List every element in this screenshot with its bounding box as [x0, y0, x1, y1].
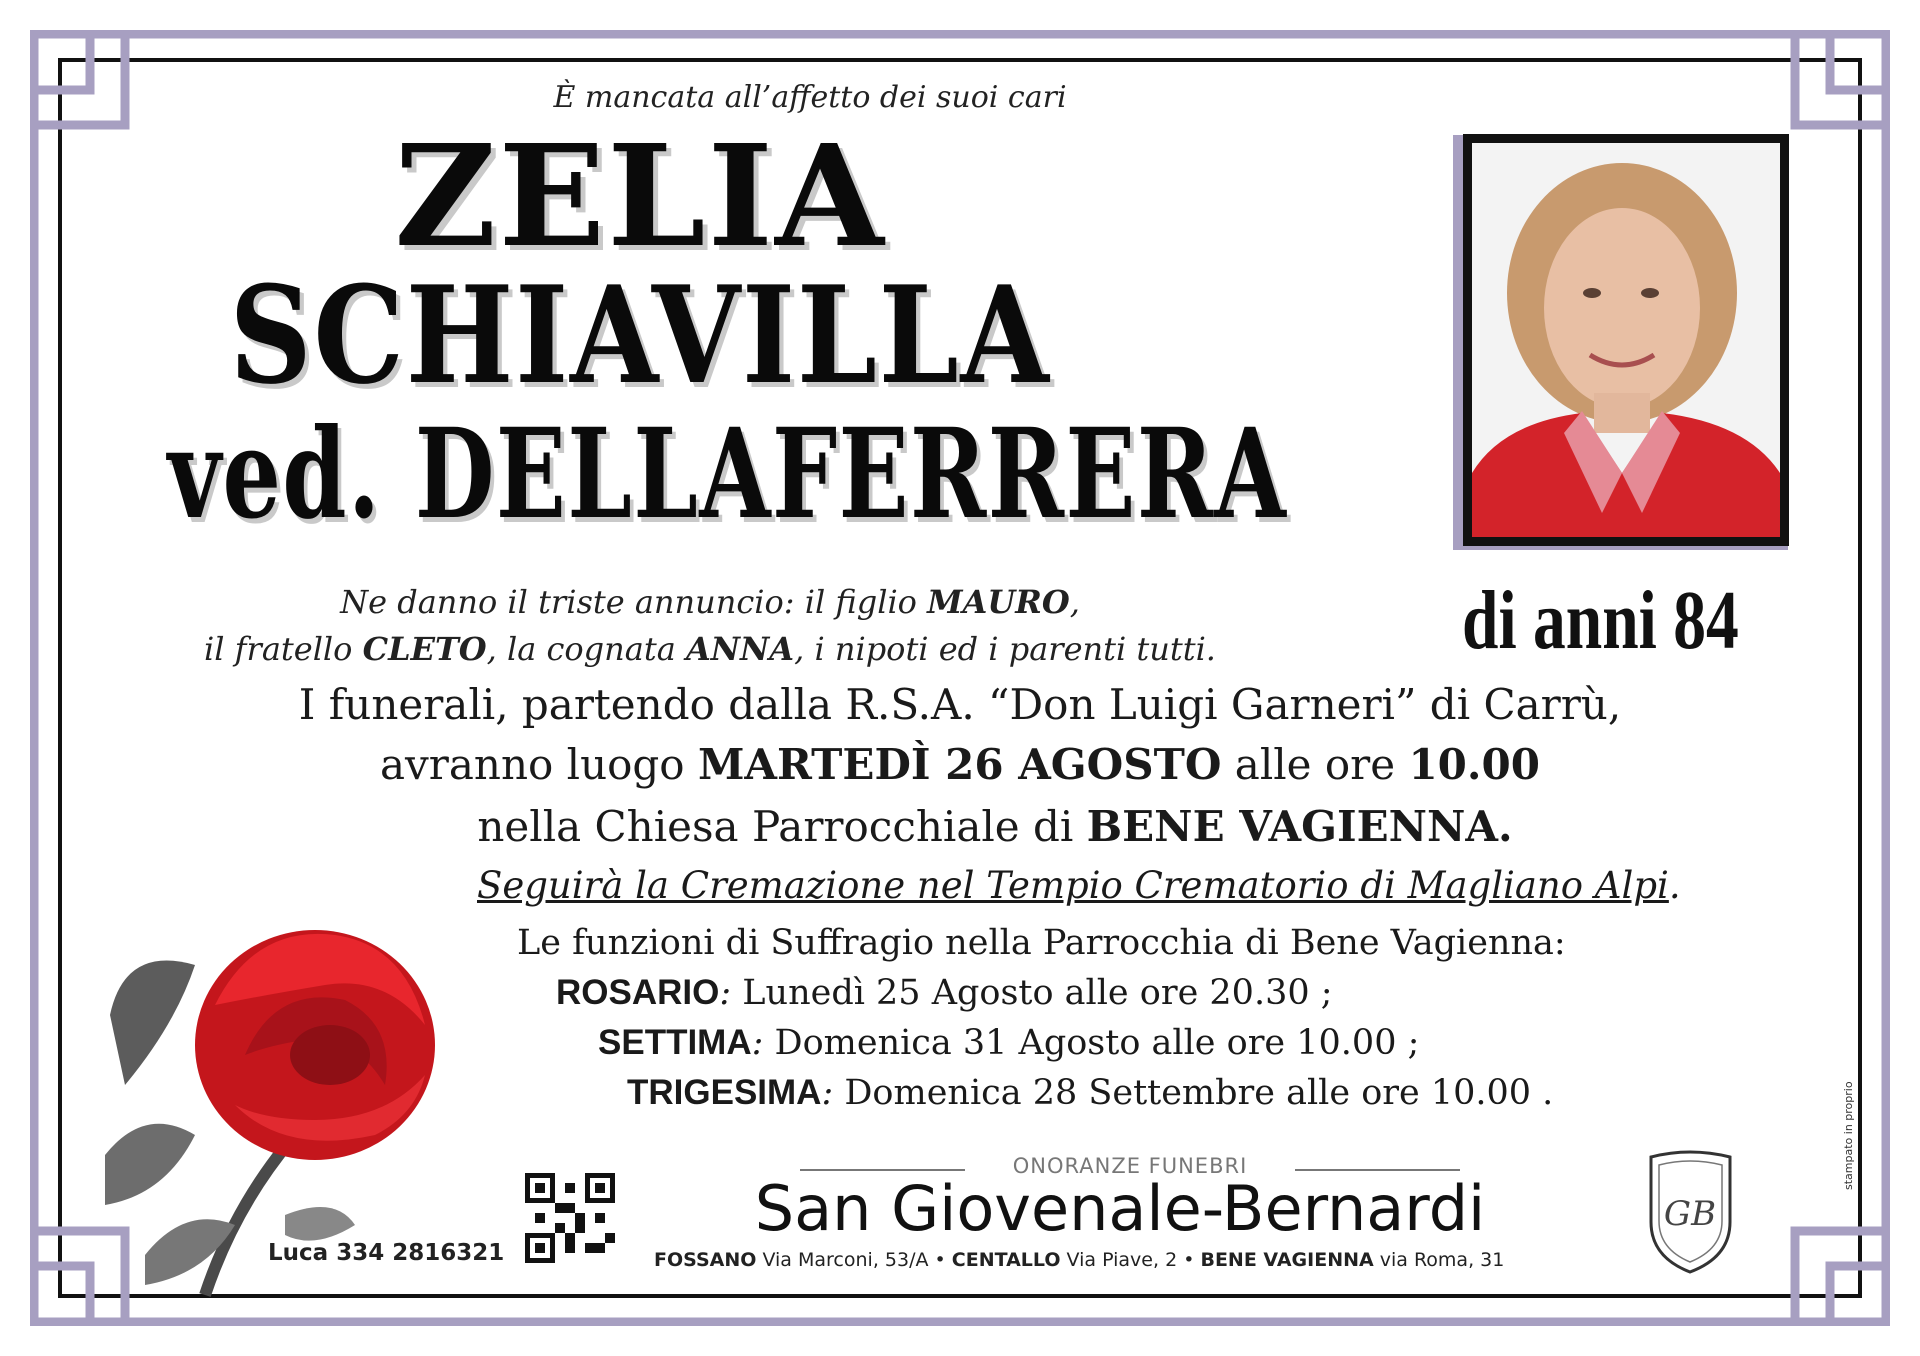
address-city: BENE VAGIENNA — [1200, 1249, 1374, 1271]
announcement-text: , — [1069, 583, 1080, 621]
sister-in-law-name: ANNA — [685, 630, 795, 668]
suffrage-text: Lunedì 25 Agosto alle ore 20.30 ; — [731, 973, 1333, 1013]
cremation-period: . — [1668, 864, 1681, 907]
company-name: San Giovenale-Bernardi — [754, 1172, 1486, 1245]
suffrage-separator: : — [821, 1073, 834, 1113]
portrait-photo — [1453, 135, 1788, 550]
suffrage-separator: : — [751, 1023, 764, 1063]
funeral-line-1: I funerali, partendo dalla R.S.A. “Don Luigi Garneri” di Carrù, — [298, 680, 1622, 729]
suffrage-text: Domenica 31 Agosto alle ore 10.00 ; — [763, 1023, 1420, 1063]
funeral-text: nella Chiesa Parrocchiale di — [477, 802, 1087, 851]
suffrage-item — [598, 1023, 1419, 1063]
funeral-time: 10.00 — [1408, 740, 1540, 789]
suffrage-text: Domenica 28 Settembre alle ore 10.00 . — [833, 1073, 1554, 1113]
suffrage-label: SETTIMA — [598, 1023, 752, 1062]
address-street: via Roma, 31 — [1379, 1249, 1505, 1271]
divider — [800, 1169, 965, 1171]
intro-text: È mancata all’affetto dei suoi cari — [553, 80, 1067, 115]
printed-note: stampato in proprio — [1842, 1081, 1855, 1190]
address-street: Via Piave, 2 — [1066, 1249, 1178, 1271]
announcement-text: Ne danno il triste annuncio: il figlio — [340, 583, 928, 621]
company-logo-shield — [1643, 1147, 1738, 1277]
announcement-line-2 — [0, 630, 1420, 668]
address-city: CENTALLO — [951, 1249, 1061, 1271]
company-subtitle: ONORANZE FUNEBRI — [1012, 1154, 1248, 1178]
announcement-text: , la cognata — [486, 630, 686, 668]
name-surname: SCHIAVILLA — [229, 256, 1051, 414]
funeral-text: avranno luogo — [380, 740, 698, 789]
suffrage-separator: : — [719, 973, 732, 1013]
address-city: FOSSANO — [654, 1249, 757, 1271]
separator-bullet: • — [934, 1249, 946, 1271]
suffrage-label: ROSARIO — [556, 973, 720, 1012]
announcement-text: il fratello — [204, 630, 363, 668]
name-first: ZELIA — [394, 115, 886, 279]
funeral-line-2 — [0, 740, 1920, 789]
announcement-line-1 — [0, 583, 1420, 621]
funeral-line-3 — [0, 802, 1920, 851]
company-addresses — [654, 1249, 1504, 1271]
son-name: MAURO — [927, 583, 1070, 621]
address-street: Via Marconi, 53/A — [762, 1249, 929, 1271]
cremation-line — [477, 864, 1681, 907]
suffrage-item — [627, 1073, 1553, 1113]
funeral-date: MARTEDÌ 26 AGOSTO — [697, 740, 1222, 789]
svg-text:GB: GB — [1663, 1194, 1717, 1234]
name-married: ved. DELLAFERRERA — [167, 402, 1288, 547]
brother-name: CLETO — [362, 630, 487, 668]
funeral-text: alle ore — [1221, 740, 1409, 789]
funeral-location: BENE VAGIENNA. — [1086, 802, 1513, 851]
qr-code[interactable] — [525, 1173, 615, 1263]
suffrage-label: TRIGESIMA — [627, 1073, 822, 1112]
contact-phone: Luca 334 2816321 — [268, 1240, 505, 1266]
suffrage-item — [556, 973, 1333, 1013]
announcement-text: , i nipoti ed i parenti tutti. — [794, 630, 1216, 668]
divider — [1295, 1169, 1460, 1171]
separator-bullet: • — [1183, 1249, 1195, 1271]
age-label: di anni 84 — [1462, 574, 1739, 667]
suffrage-intro: Le funzioni di Suffragio nella Parrocchia di Bene Vagienna: — [517, 923, 1566, 963]
cremation-text: Seguirà la Cremazione nel Tempio Crematorio di Magliano Alpi — [477, 864, 1669, 907]
